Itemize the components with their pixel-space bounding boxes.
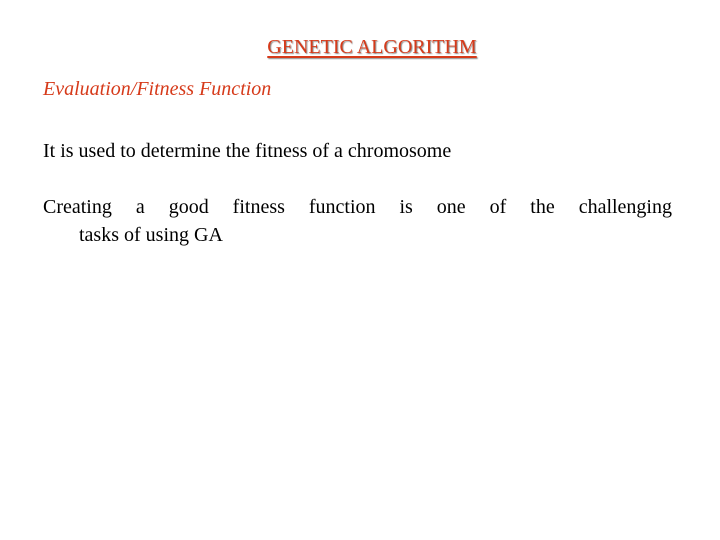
paragraph-fitness-challenge: [43, 193, 672, 249]
paragraph-fitness-definition: It is used to determine the fitness of a chromosome: [43, 140, 452, 162]
paragraph-line-2: tasks of using GA: [79, 224, 223, 246]
slide-title: GENETIC ALGORITHM: [267, 36, 477, 58]
section-subtitle: Evaluation/Fitness Function: [43, 78, 272, 100]
paragraph-line-1: Creating a good fitness function is one of the challenging: [43, 196, 672, 218]
